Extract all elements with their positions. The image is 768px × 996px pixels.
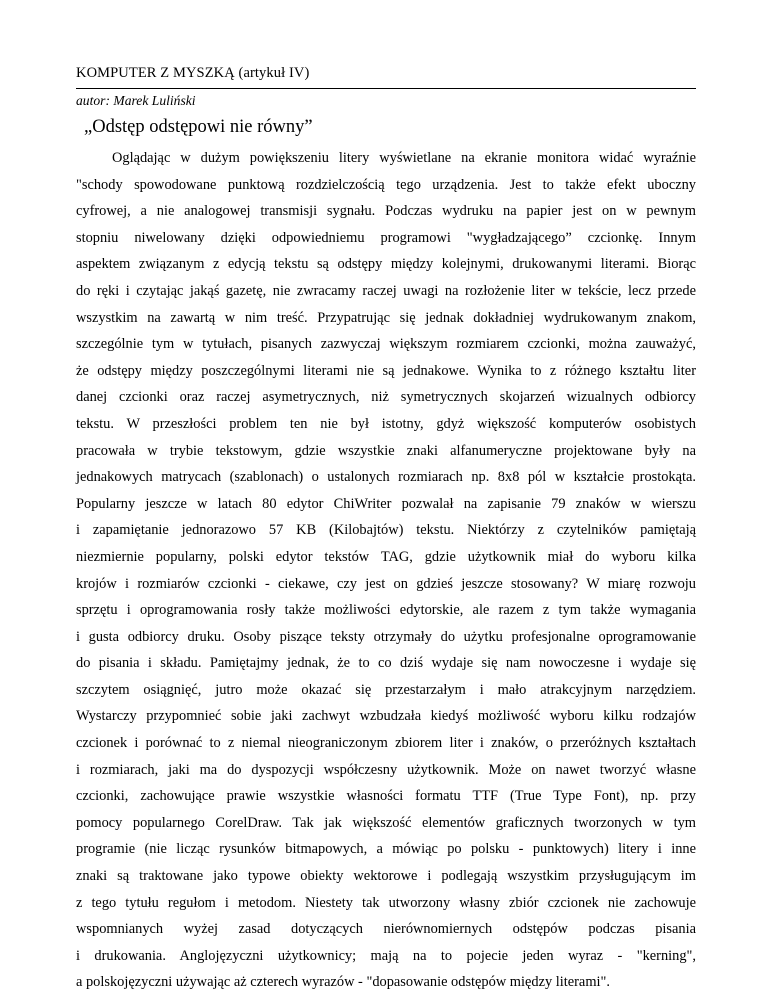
paragraph-line: pomocy popularnego CorelDraw. Tak jak większość elementów graficznych tworzonych w tym (76, 814, 696, 831)
paragraph-line: stopniu niwelowany dzięki odpowiedniemu programowi "wygładzającego” czcionkę. Innym (76, 229, 696, 246)
paragraph-line: szczytem osiągnięć, jutro może okazać się przestarzałym i mało atrakcyjnym narzędziem. (76, 681, 696, 698)
article-series-heading: KOMPUTER Z MYSZKĄ (artykuł IV) (76, 65, 310, 81)
paragraph-line: danej czcionki oraz raczej asymetrycznych, niż symetrycznych skojarzeń wizualnych odbiorcy (76, 389, 696, 406)
paragraph-line: pracowała w trybie tekstowym, gdzie wszystkie znaki alfanumeryczne projektowane były na (76, 442, 696, 459)
paragraph-line: Wystarczy przypomnieć sobie jaki zachwyt wzbudzała kiedyś możliwość wyboru kilku rodzajów (76, 708, 696, 725)
paragraph-line: i drukowania. Anglojęzyczni użytkownicy; mają na to pojecie jeden wyraz - "kerning", (76, 947, 696, 964)
paragraph-line: szczególnie tym w tytułach, pisanych zazwyczaj większym rozmiarem czcionki, można zauważyć, (76, 336, 696, 353)
author-line: autor: Marek Luliński (76, 88, 696, 109)
paragraph-line: tekstu. W przeszłości problem ten nie był istotny, gdyż większość komputerów osobistych (76, 415, 696, 432)
paragraph-line: programie (nie licząc rysunków bitmapowych, a mówiąc po polsku - punktowych) litery i inne (76, 841, 696, 858)
article-title: „Odstęp odstępowi nie równy” (84, 117, 313, 137)
paragraph-line: wszystkim na zawartą w nim treść. Przypatrując się jednak dokładniej wydrukowanym znakom, (76, 309, 696, 326)
paragraph-line: i gusta odbiorcy druku. Osoby piszące teksty otrzymały do użytku profesjonalne oprogramowanie (76, 628, 696, 645)
paragraph-line: do pisania i składu. Pamiętajmy jednak, że to co dziś wydaje się nam nowoczesne i wydaje się (76, 655, 696, 672)
paragraph-line: i rozmiarach, jaki ma do dyspozycji współczesny użytkownik. Może on nawet tworzyć własne (76, 761, 696, 778)
paragraph-line: znaki są traktowane jako typowe obiekty wektorowe i podlegają wszystkim przysługującym im (76, 868, 696, 885)
article-body (76, 145, 696, 996)
paragraph-line: czcionek i porównać to z niemal nieograniczonym zbiorem liter i znaków, o przeróżnych kształtach (76, 735, 696, 752)
paragraph-line: czcionki, zachowujące prawie wszystkie własności formatu TTF (True Type Font), np. przy (76, 788, 696, 805)
paragraph-line: i zapamiętanie jednorazowo 57 KB (Kilobajtów) tekstu. Niektórzy z czytelników pamiętają (76, 522, 696, 539)
paragraph-line: niezmiernie popularny, polski edytor tekstów TAG, gdzie użytkownik miał do wyboru kilka (76, 548, 696, 565)
paragraph-line: sprzętu i oprogramowania rosły także możliwości edytorskie, ale razem z tym także wymagania (76, 602, 696, 619)
paragraph-line: z tego tytułu regułom i metodom. Niestety tak utworzony własny zbiór czcionek nie zachowuje (76, 894, 696, 911)
paragraph-line: Oglądając w dużym powiększeniu litery wyświetlane na ekranie monitora widać wyraźnie (112, 150, 696, 166)
paragraph-line: a polskojęzyczni używając aż czterech wyrazów - "dopasowanie odstępów między literami". (76, 974, 610, 991)
paragraph-line: cyfrowej, a nie analogowej transmisji sygnału. Podczas wydruku na papier jest on w pewnym (76, 203, 696, 220)
paragraph-line: do ręki i czytając jakąś gazetę, nie zwracamy raczej uwagi na rozłożenie liter w tekście, lecz przede (76, 282, 696, 299)
paragraph-line: "schody spowodowane punktową rozdzielczością tego urządzenia. Jest to także efekt uboczny (76, 176, 696, 193)
paragraph-line: że odstępy między poszczególnymi literami nie są jednakowe. Wynika to z różnego kształtu liter (76, 362, 696, 379)
paragraph-line: wspomnianych wyżej zasad dotyczących nierównomiernych odstępów podczas pisania (76, 921, 696, 938)
paragraph-line: aspektem związanym z edycją tekstu są odstępy między kolejnymi, drukowanymi literami. Biorąc (76, 256, 696, 273)
paragraph-line: jednakowych matrycach (szablonach) o ustalonych rozmiarach np. 8x8 pól w kształcie prostokąta. (76, 469, 696, 486)
paragraph-line: Popularny jeszcze w latach 80 edytor ChiWriter pozwalał na zapisanie 79 znaków w wierszu (76, 495, 696, 512)
paragraph-line: krojów i rozmiarów czcionki - ciekawe, czy jest on gdzieś jeszcze stosowany? W miarę rozwoju (76, 575, 696, 592)
